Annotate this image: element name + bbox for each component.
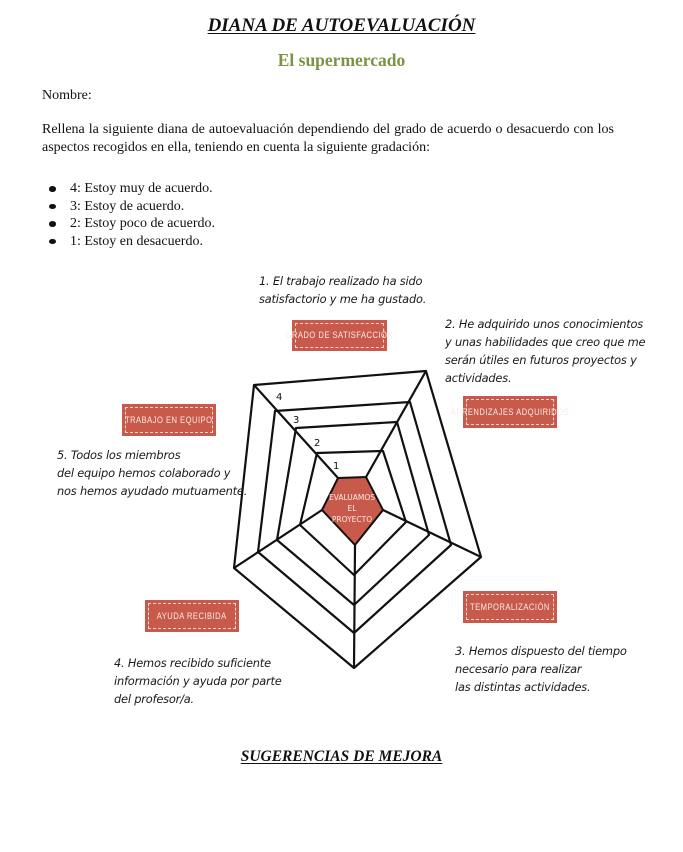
criterion-4-statement: 4. Hemos recibido suficiente información y ayuda por parte del profesor/a. xyxy=(114,656,282,706)
grading-scale-item: 1: Estoy en desacuerdo. xyxy=(42,233,215,251)
badge-aprendizajes-adquiridos: APRENDIZAJES ADQUIRIDOS xyxy=(463,396,557,428)
page-title: DIANA DE AUTOEVALUACIÓN xyxy=(207,15,476,36)
badge-trabajo-en-equipo: TRABAJO EN EQUIPO xyxy=(122,404,216,436)
center-label-line: PROYECTO xyxy=(331,515,373,524)
criterion-3-statement: 3. Hemos dispuesto del tiempo necesario para realizar las distintas actividades. xyxy=(455,644,627,694)
page-subtitle: El supermercado xyxy=(277,50,406,70)
badge-ayuda-recibida: AYUDA RECIBIDA xyxy=(145,600,239,632)
center-label-line: EL xyxy=(347,504,357,513)
badge-grado-satisfaccion: GRADO DE SATISFACCIÓN xyxy=(292,320,387,351)
grading-scale-item: 4: Estoy muy de acuerdo. xyxy=(42,180,215,198)
ring-number-1: 1 xyxy=(333,461,340,472)
grading-scale-item: 3: Estoy de acuerdo. xyxy=(42,198,215,216)
grading-scale-item: 2: Estoy poco de acuerdo. xyxy=(42,215,215,233)
ring-number-3: 3 xyxy=(293,415,300,426)
badge-temporalizacion: TEMPORALIZACIÓN xyxy=(463,591,557,623)
criterion-2-statement: 2. He adquirido unos conocimientos y unas habilidades que creo que me serán útiles en futuros proyectos y actividades. xyxy=(445,317,646,385)
name-field-label: Nombre: xyxy=(42,88,92,103)
center-label-line: EVALUAMOS xyxy=(328,493,376,502)
criterion-5-statement: 5. Todos los miembros del equipo hemos colaborado y nos hemos ayudado mutuamente. xyxy=(57,448,248,498)
ring-number-2: 2 xyxy=(314,438,321,449)
suggestions-title: SUGERENCIAS DE MEJORA xyxy=(240,748,443,765)
criterion-1-statement: 1. El trabajo realizado ha sido satisfactorio y me ha gustado. xyxy=(259,274,427,306)
ring-number-4: 4 xyxy=(276,392,283,403)
instructions-paragraph: Rellena la siguiente diana de autoevaluación dependiendo del grado de acuerdo o desacuerdo con los aspectos recogidos en ella, teniendo en cuenta la siguiente gradación: xyxy=(42,122,614,155)
